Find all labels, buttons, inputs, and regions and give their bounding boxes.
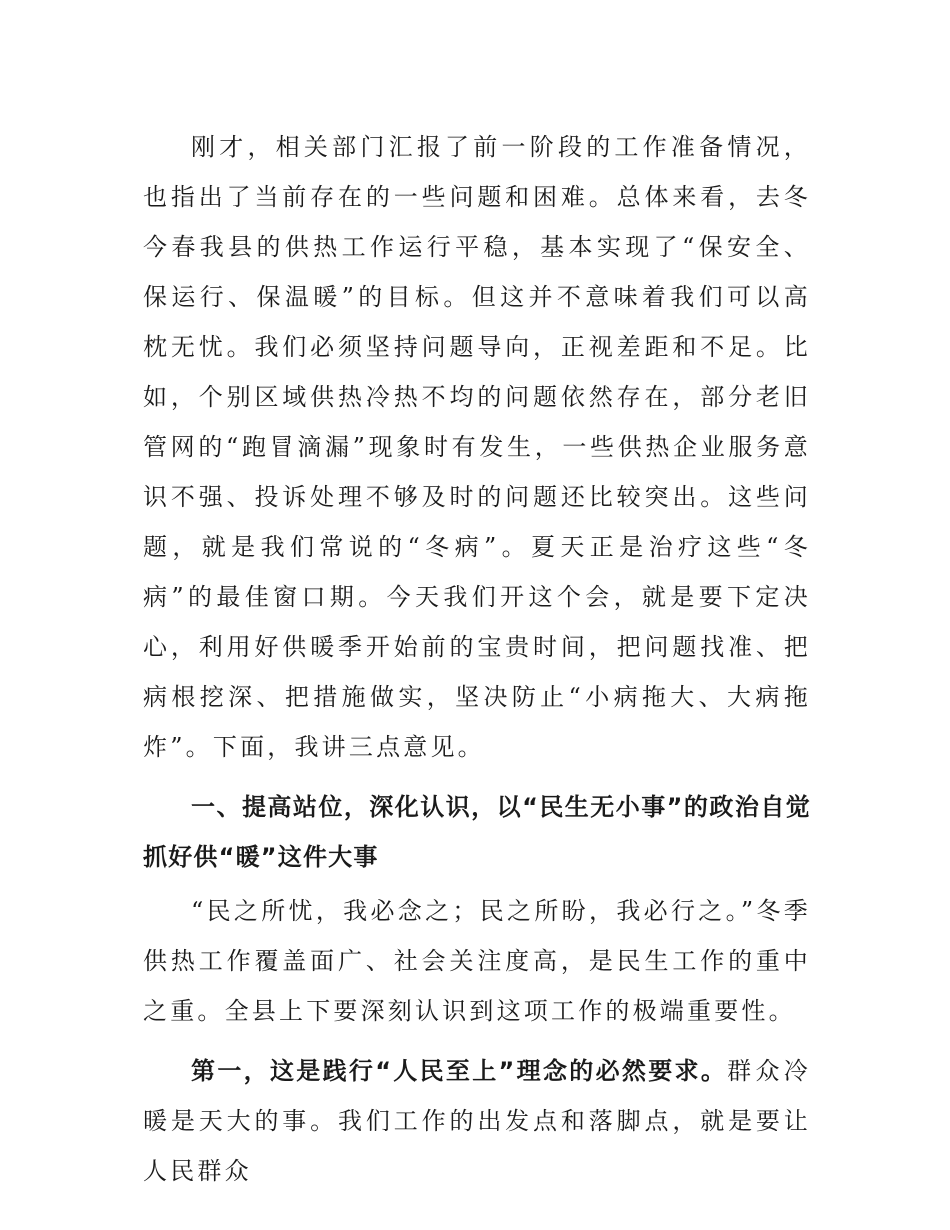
- point-1-text: 群众冷暖是天大的事。我们工作的出发点和落脚点，就是要让人民群众: [143, 1057, 812, 1185]
- section-heading-1: 一、提高站位，深化认识，以“民生无小事”的政治自觉抓好供“暖”这件大事: [143, 793, 811, 871]
- section-1-paragraph: “民之所忧，我必念之；民之所盼，我必行之。”冬季供热工作覆盖面广、社会关注度高，是民生工作的重中之重。全县上下要深刻认识到这项工作的极端重要性。: [143, 897, 811, 1025]
- point-1-lead: 第一，这是践行“人民至上”理念的必然要求。: [191, 1057, 728, 1085]
- document-body: [143, 122, 811, 1196]
- intro-paragraph: 刚才，相关部门汇报了前一阶段的工作准备情况，也指出了当前存在的一些问题和困难。总体来看，去冬今春我县的供热工作运行平稳，基本实现了“保安全、保运行、保温暖”的目标。但这并不意味着我们可以高枕无忧。我们必须坚持问题导向，正视差距和不足。比如，个别区域供热冷热不均的问题依然存在，部分老旧管网的“跑冒滴漏”现象时有发生，一些供热企业服务意识不强、投诉处理不够及时的问题还比较突出。这些问题，就是我们常说的“冬病”。夏天正是治疗这些“冬病”的最佳窗口期。今天我们开这个会，就是要下定决心，利用好供暖季开始前的宝贵时间，把问题找准、把病根挖深、把措施做实，坚决防止“小病拖大、大病拖炸”。下面，我讲三点意见。: [143, 133, 811, 761]
- point-1-paragraph: [143, 1046, 811, 1196]
